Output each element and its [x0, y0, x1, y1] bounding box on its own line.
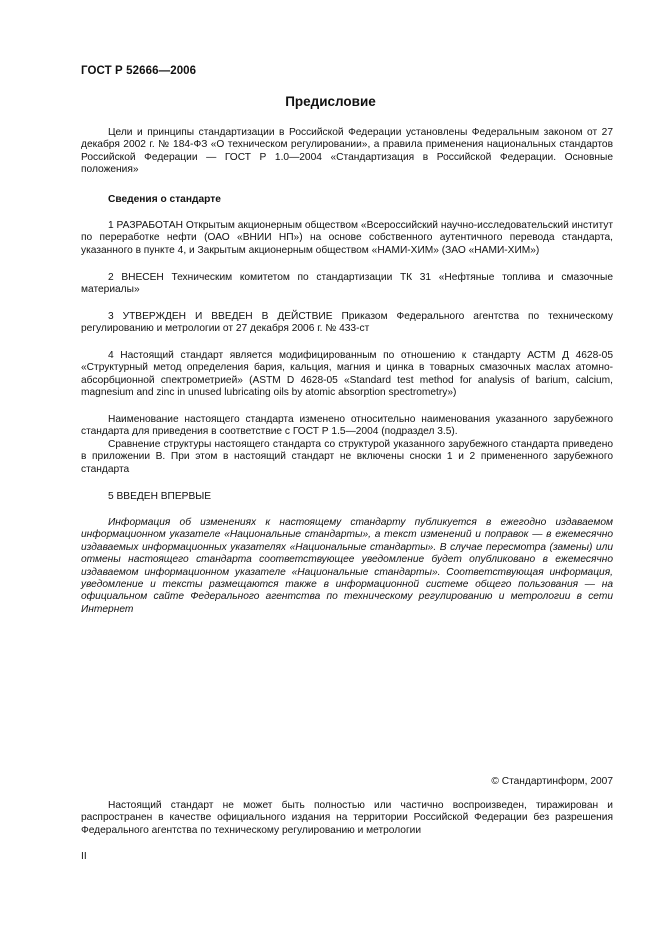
- item-4: 4 Настоящий стандарт является модифицированным по отношению к стандарту АСТМ Д 4628-05 «Структурный метод определения бария, кальция, магния и цинка в товарных смазочных маслах атомно-абсорбционной спектрометрией» (ASTM D 4628-05 «Standard test method for analysis of barium, calcium, magnesium and zinc in unused lubricating oils by atomic absorption spectrometry»): [81, 350, 613, 399]
- footer-notice-block: [81, 800, 613, 837]
- note-2: Сравнение структуры настоящего стандарта со структурой указанного зарубежного стандарта приведено в приложении В. При этом в настоящий стандарт не включены сноски 1 и 2 примененного зарубежного стандарта: [81, 438, 613, 475]
- item-2-block: [81, 272, 613, 297]
- section-heading: Сведения о стандарте: [108, 194, 221, 205]
- item-4-block: [81, 350, 613, 400]
- section-heading-block: [81, 194, 613, 206]
- item-1-block: [81, 220, 613, 257]
- info-notice-block: [81, 517, 613, 616]
- note-1: Наименование настоящего стандарта изменено относительно наименования указанного зарубежного стандарта для приведения в соответствие с ГОСТ Р 1.5—2004 (подраздел 3.5).: [81, 414, 613, 438]
- page-number: II: [81, 851, 87, 862]
- page-title: Предисловие: [285, 94, 376, 109]
- document-id: ГОСТ Р 52666—2006: [81, 65, 197, 77]
- item-1: 1 РАЗРАБОТАН Открытым акционерным обществом «Всероссийский научно-исследовательский институт по переработке нефти (ОАО «ВНИИ НП») на основе собственного аутентичного перевода стандарта, указанного в пункте 4, и Закрытым акционерным обществом «НАМИ-ХИМ» (ЗАО «НАМИ-ХИМ»): [81, 220, 613, 256]
- info-notice: Информация об изменениях к настоящему стандарту публикуется в ежегодно издаваемом информационном указателе «Национальные стандарты», а текст изменений и поправок — в ежемесячно издаваемых информационных указателях «Национальные стандарты». В случае пересмотра (замены) или отмены настоящего стандарта соответствующее уведомление будет опубликовано в ежемесячно издаваемом информационном указателе «Национальные стандарты». Соответствующая информация, уведомление и тексты размещаются также в информационной системе общего пользования — на официальном сайте Федерального агентства по техническому регулированию и метрологии в сети Интернет: [81, 517, 613, 615]
- item-5: 5 ВВЕДЕН ВПЕРВЫЕ: [108, 491, 212, 502]
- item-3-block: [81, 311, 613, 336]
- item-3: 3 УТВЕРЖДЕН И ВВЕДЕН В ДЕЙСТВИЕ Приказом Федерального агентства по техническому регулированию и метрологии от 27 декабря 2006 г. № 433-ст: [81, 311, 613, 335]
- item-5-block: [81, 491, 613, 503]
- copyright-line: © Стандартинформ, 2007: [491, 776, 613, 787]
- notes-block: [81, 414, 613, 476]
- intro-paragraph: Цели и принципы стандартизации в Российской Федерации установлены Федеральным законом от 27 декабря 2002 г. № 184-ФЗ «О техническом регулировании», а правила применения национальных стандартов Российской Федерации — ГОСТ Р 1.0—2004 «Стандартизация в Российской Федерации. Основные положения»: [81, 127, 613, 176]
- item-2: 2 ВНЕСЕН Техническим комитетом по стандартизации ТК 31 «Нефтяные топлива и смазочные материалы»: [81, 272, 613, 296]
- intro-paragraph-block: [81, 127, 613, 177]
- footer-notice: Настоящий стандарт не может быть полностью или частично воспроизведен, тиражирован и распространен в качестве официального издания на территории Российской Федерации без разрешения Федерального агентства по техническому регулированию и метрологии: [81, 800, 613, 836]
